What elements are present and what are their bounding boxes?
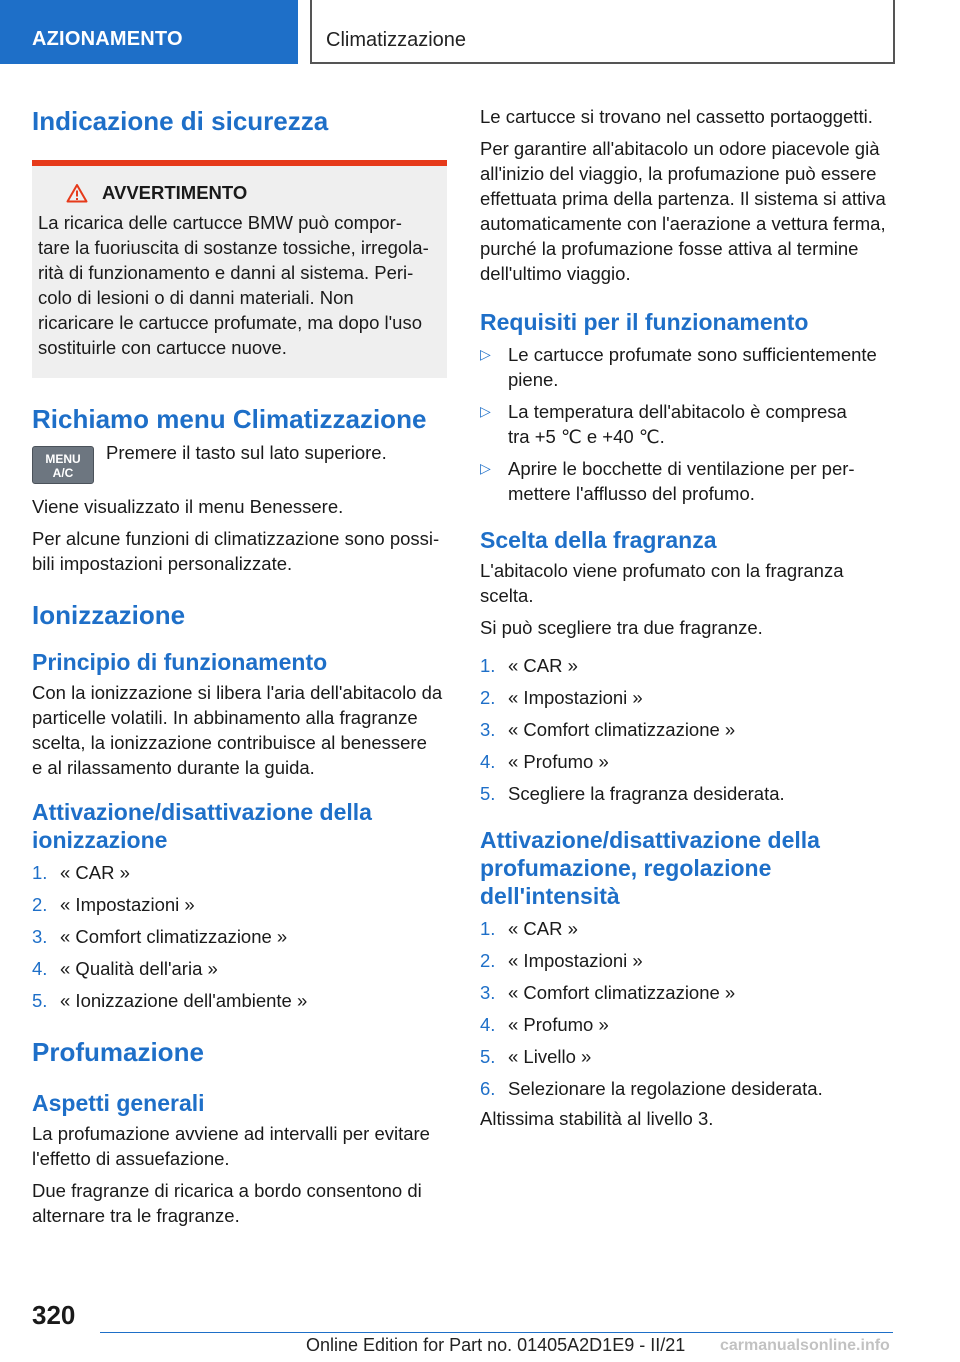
fragrance-paragraph-1-line1: L'abitacolo viene profumato con la fragranza	[480, 560, 844, 581]
general-paragraph-2-line2: alternare tra le fragranze.	[32, 1205, 240, 1226]
menu-paragraph-1: Viene visualizzato il menu Benessere.	[32, 496, 344, 517]
list-item	[32, 892, 447, 917]
footer-divider	[100, 1332, 893, 1333]
list-item	[480, 980, 898, 1005]
footer-edition: Online Edition for Part no. 01405A2D1E9 - II/21	[306, 1335, 686, 1355]
item-text	[508, 456, 855, 506]
list-item	[32, 924, 447, 949]
paragraph-line: purché la profumazione fosse attiva al termine	[480, 238, 859, 259]
ionization-steps-list	[32, 860, 447, 1013]
warning-line: tare la fuoriuscita di sostanze tossiche, irregola-	[38, 237, 429, 258]
step-number: 5.	[480, 783, 496, 804]
safety-heading: Indicazione di sicurezza	[32, 106, 329, 136]
intensity-heading-line2: profumazione, regolazione	[480, 855, 772, 881]
principle-line: Con la ionizzazione si libera l'aria dell'abitacolo da	[32, 682, 443, 703]
warning-box	[32, 160, 447, 378]
step-text: « Impostazioni »	[508, 687, 643, 708]
list-item	[480, 717, 898, 742]
general-paragraph-1-line1: La profumazione avviene ad intervalli per evitare	[32, 1123, 430, 1144]
step-text: « Impostazioni »	[508, 950, 643, 971]
paragraph-line: Per garantire all'abitacolo un odore piacevole già	[480, 138, 880, 159]
list-item	[480, 1076, 898, 1101]
list-item	[32, 956, 447, 981]
ionization-heading: Ionizzazione	[32, 600, 186, 630]
requirements-heading: Requisiti per il funzionamento	[480, 309, 809, 335]
step-text: « Comfort climatizzazione »	[508, 982, 736, 1003]
step-text: « CAR »	[60, 862, 130, 883]
list-item	[480, 456, 898, 506]
step-number: 5.	[32, 990, 48, 1011]
warning-triangle-icon	[66, 183, 88, 203]
list-item	[480, 948, 898, 973]
left-column	[32, 100, 447, 1228]
step-number: 2.	[32, 894, 48, 915]
menu-paragraph-2-line2: bili impostazioni personalizzate.	[32, 553, 293, 574]
page-number: 320	[32, 1300, 76, 1330]
step-text: « Comfort climatizzazione »	[508, 719, 736, 740]
list-item	[32, 860, 447, 885]
step-text: « CAR »	[508, 655, 578, 676]
menu-instruction-row	[32, 442, 447, 484]
step-number: 3.	[32, 926, 48, 947]
item-line: tra +5 ℃ e +40 ℃.	[508, 426, 665, 447]
item-line: Le cartucce profumate sono sufficientemente	[508, 344, 877, 365]
step-number: 4.	[480, 751, 496, 772]
menu-button-line2: A/C	[52, 466, 74, 480]
paragraph-line: automaticamente con l'aerazione a vettura ferma,	[480, 213, 886, 234]
list-item	[480, 685, 898, 710]
item-line: La temperatura dell'abitacolo è compresa	[508, 401, 847, 422]
triangle-bullet-icon: ▷	[480, 403, 491, 419]
principle-line: particelle volatili. In abbinamento alla fragranze	[32, 707, 418, 728]
watermark: carmanualsonline.info	[720, 1337, 890, 1354]
list-item	[480, 653, 898, 678]
fragrance-steps-list	[480, 653, 898, 806]
step-number: 4.	[32, 958, 48, 979]
step-number: 2.	[480, 950, 496, 971]
intensity-steps-list	[480, 916, 898, 1101]
general-paragraph-2-line1: Due fragranze di ricarica a bordo consentono di	[32, 1180, 422, 1201]
warning-line: rità di funzionamento e danni al sistema. Peri-	[38, 262, 414, 283]
step-text: « Comfort climatizzazione »	[60, 926, 288, 947]
step-text: « Profumo »	[508, 1014, 609, 1035]
ionization-activation-heading-line2: ionizzazione	[32, 827, 168, 853]
general-heading: Aspetti generali	[32, 1090, 205, 1116]
list-item	[480, 342, 898, 392]
step-number: 3.	[480, 982, 496, 1003]
fragrance-paragraph-2: Si può scegliere tra due fragranze.	[480, 617, 763, 638]
ionization-activation-heading-line1: Attivazione/disattivazione della	[32, 799, 372, 825]
list-item	[480, 1044, 898, 1069]
principle-line: e al rilassamento durante la guida.	[32, 757, 315, 778]
step-number: 3.	[480, 719, 496, 740]
triangle-bullet-icon: ▷	[480, 460, 491, 476]
step-text: Scegliere la fragranza desiderata.	[508, 783, 785, 804]
list-item	[480, 749, 898, 774]
stability-text: Altissima stabilità al livello 3.	[480, 1108, 714, 1129]
item-text	[508, 399, 847, 449]
paragraph-line: all'inizio del viaggio, la profumazione può essere	[480, 163, 877, 184]
menu-button-line1: MENU	[45, 452, 81, 466]
step-number: 2.	[480, 687, 496, 708]
warning-line: La ricarica delle cartucce BMW può compor-	[38, 212, 402, 233]
intensity-heading-line1: Attivazione/disattivazione della	[480, 827, 820, 853]
step-text: « CAR »	[508, 918, 578, 939]
step-number: 5.	[480, 1046, 496, 1067]
perfume-heading: Profumazione	[32, 1037, 204, 1067]
general-paragraph-1-line2: l'effetto di assuefazione.	[32, 1148, 230, 1169]
requirements-list	[480, 342, 898, 506]
warning-line: sostituirle con cartucce nuove.	[38, 337, 287, 358]
menu-ac-button-icon	[32, 446, 94, 484]
principle-line: scelta, la ionizzazione contribuisce al benessere	[32, 732, 427, 753]
item-text	[508, 342, 877, 392]
item-line: mettere l'afflusso del profumo.	[508, 483, 755, 504]
list-item	[480, 399, 898, 449]
header-section-tab: AZIONAMENTO	[0, 0, 298, 64]
fragrance-heading: Scelta della fragranza	[480, 527, 717, 553]
principle-heading: Principio di funzionamento	[32, 649, 328, 675]
step-number: 6.	[480, 1078, 496, 1099]
list-item	[480, 1012, 898, 1037]
step-text: « Livello »	[508, 1046, 592, 1067]
step-text: « Ionizzazione dell'ambiente »	[60, 990, 308, 1011]
paragraph-line: effettuata prima della partenza. Il sistema si attiva	[480, 188, 886, 209]
step-text: « Qualità dell'aria »	[60, 958, 218, 979]
menu-heading: Richiamo menu Climatizzazione	[32, 404, 427, 434]
warning-line: colo di lesioni o di danni materiali. Non	[38, 287, 354, 308]
fragrance-paragraph-1-line2: scelta.	[480, 585, 534, 606]
step-number: 1.	[480, 655, 496, 676]
step-number: 1.	[480, 918, 496, 939]
cartridge-location-text: Le cartucce si trovano nel cassetto portaoggetti.	[480, 106, 873, 127]
step-number: 1.	[32, 862, 48, 883]
item-line: Aprire le bocchette di ventilazione per per-	[508, 458, 855, 479]
menu-paragraph-2-line1: Per alcune funzioni di climatizzazione sono possi-	[32, 528, 440, 549]
warning-title	[38, 182, 437, 204]
right-column	[480, 100, 898, 1131]
step-text: « Profumo »	[508, 751, 609, 772]
list-item	[32, 988, 447, 1013]
header-chapter-title: Climatizzazione	[310, 0, 895, 64]
step-text: « Impostazioni »	[60, 894, 195, 915]
step-number: 4.	[480, 1014, 496, 1035]
intensity-heading-line3: dell'intensità	[480, 883, 620, 909]
list-item	[480, 916, 898, 941]
triangle-bullet-icon: ▷	[480, 346, 491, 362]
paragraph-line: dell'ultimo viaggio.	[480, 263, 631, 284]
list-item	[480, 781, 898, 806]
pre-departure-paragraph	[480, 136, 898, 286]
warning-title-text: AVVERTIMENTO	[102, 182, 248, 203]
step-text: Selezionare la regolazione desiderata.	[508, 1078, 823, 1099]
item-line: piene.	[508, 369, 559, 390]
warning-line: ricaricare le cartucce profumate, ma dopo l'uso	[38, 312, 422, 333]
menu-press-text: Premere il tasto sul lato superiore.	[106, 442, 387, 463]
